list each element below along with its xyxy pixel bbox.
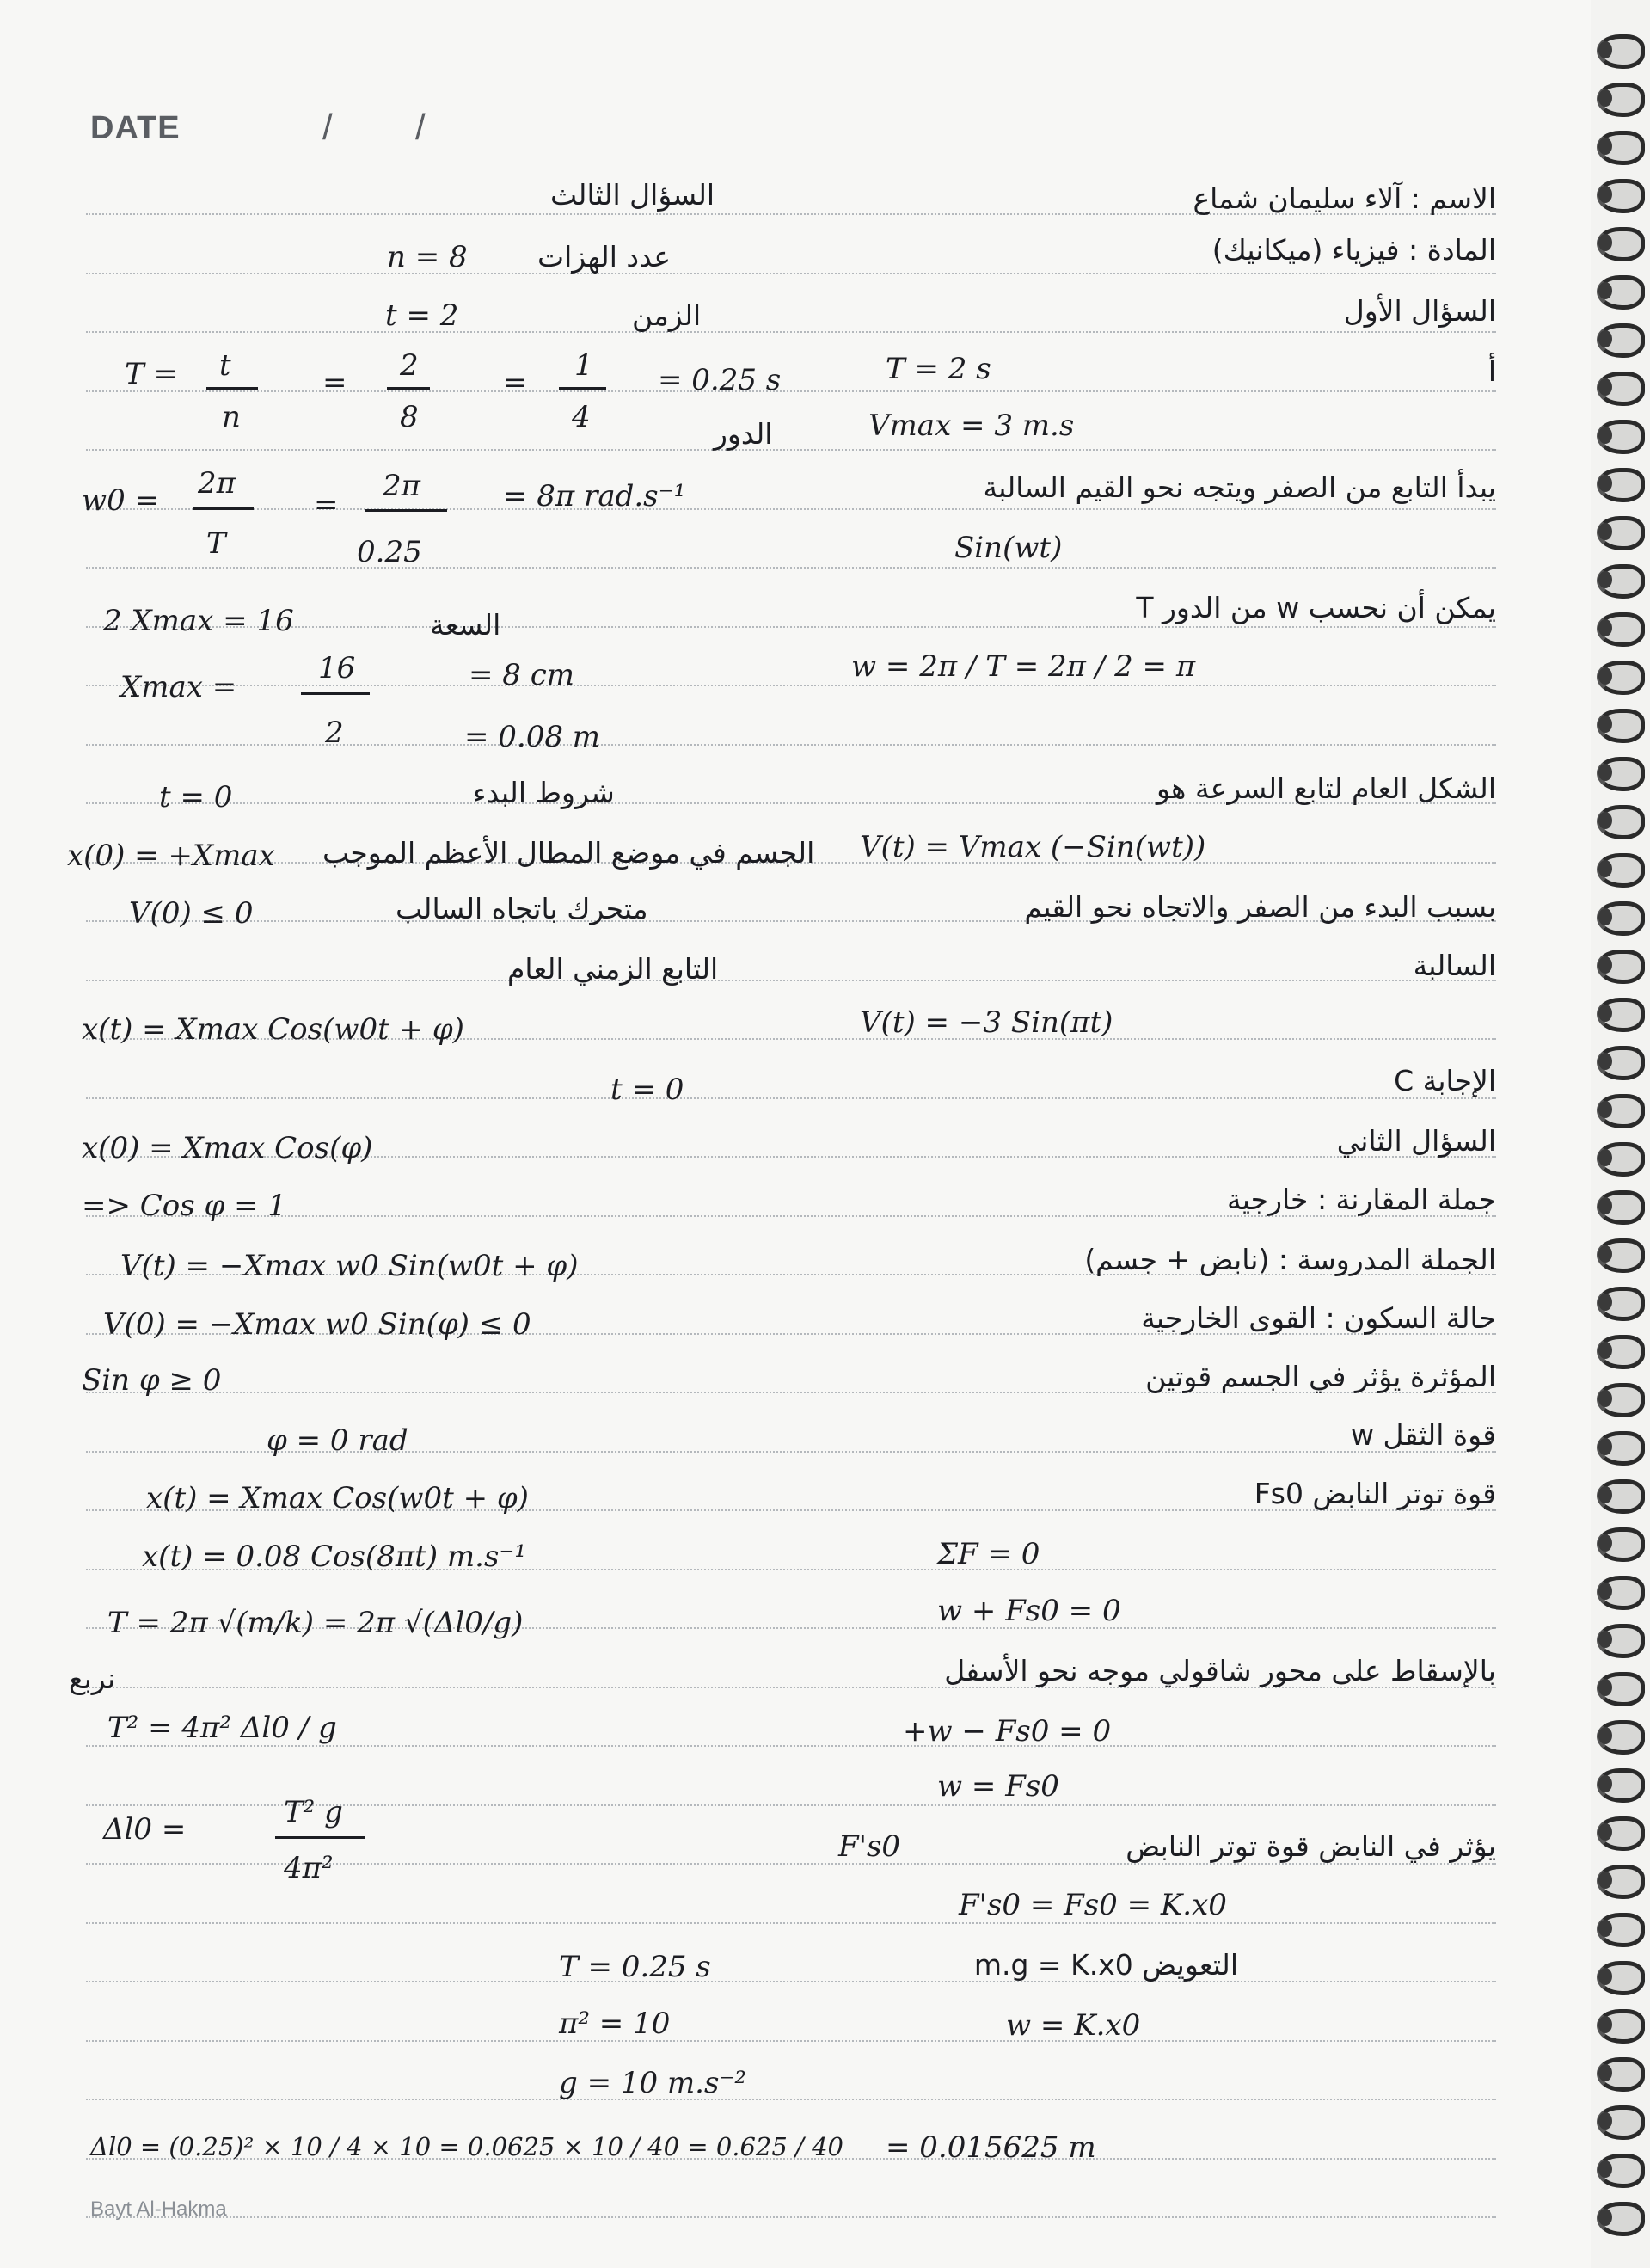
v0-condition: V(0) ≤ 0 (129, 896, 254, 931)
date-slash: / (322, 107, 333, 147)
binding-hole (1598, 619, 1612, 636)
binding-hole (1598, 1101, 1612, 1118)
part-a-label: أ (1487, 354, 1496, 388)
because-note: بسبب البدء من الصفر والاتجاه نحو القيم (1024, 890, 1496, 924)
binding-hole (1598, 41, 1612, 58)
binding-hole (1598, 1294, 1612, 1311)
reference-frame: جملة المقارنة : خارجية (1227, 1183, 1496, 1216)
fraction-bar (193, 507, 254, 510)
binding-hole (1598, 282, 1612, 299)
T-formula: T = 2π √(m/k) = 2π √(Δl0/g) (107, 1606, 524, 1640)
ruled-line (86, 685, 1496, 686)
binding-hole (1598, 956, 1612, 974)
binding-hole (1598, 234, 1612, 251)
binding-hole (1598, 1823, 1612, 1841)
t-value: t = 2 (385, 298, 459, 333)
watermark: Bayt Al-Hakma (90, 2197, 227, 2221)
velocity-general: V(t) = Vmax (−Sin(wt)) (860, 830, 1206, 864)
x-final: x(t) = 0.08 Cos(8πt) m.s⁻¹ (142, 1540, 526, 1574)
velocity-t: V(t) = −Xmax w0 Sin(w0t + φ) (120, 1249, 579, 1283)
xmax-numerator: 16 (318, 651, 356, 685)
binding-hole (1598, 1631, 1612, 1648)
fs-prime: F's0 (838, 1829, 901, 1864)
pi-squared: π² = 10 (559, 2007, 671, 2041)
w-kx-equation: w = K.x0 (1006, 2008, 1141, 2043)
omega0-denominator: T (206, 526, 226, 561)
two-xmax: 2 Xmax = 16 (103, 604, 294, 638)
notebook-page: DATE / / الاسم : آلاء سليمان شماع المادة : فيزياء (ميكانيك) السؤال الأول أ T = 2 s Vmax = 3 m.s يبدأ التابع من الصفر ويتجه نحو القيم السالبة Sin(wt) يمكن أن نحسب w من الدور T w = 2π / T = 2π / 2 = π الشكل العام لتابع السرعة هو V(t) = Vmax (−Sin(wt)) بسبب البدء من الصفر والاتجاه نحو القيم السالبة V(t) = −3 Sin(πt) الإجابة C السؤال الثاني جملة المقارنة : خارجية الجملة المدروسة : (نابض + جسم) حالة السكون : القوى الخارجية المؤثرة يؤثر في الجسم قوتين قوة الثقل w قوة توتر النابض Fs0 ΣF = 0 w + Fs0 = 0 بالإسقاط على محور شاقولي موجه نحو الأسفل +w − Fs0 = 0 w = Fs0 يؤثر في النابض قوة توتر النابض F's0 F's0 = Fs0 = K.x0 التعويض m.g = K.x0 w = K.x0 = 0.015625 m السؤال الثالث n = 8 عدد الهزات t = 2 الزمن T = t n = 2 8 = 1 4 = 0.25 s الدور w0 = 2π T = 2π 0.25 = 8π rad.s⁻¹ 2 Xmax = 16 السعة Xmax = 16 2 = 8 cm = 0.08 m t = 0 شروط البدء x(0) = +Xmax الجسم في موضع المطال الأعظم الموجب V(0) ≤ 0 متحرك باتجاه السالب التابع الزمني العام x(t) = Xmax Cos(w0t + φ) t = 0 x(0) = Xmax Cos(φ) => Cos φ = 1 V(t) = −Xmax w0 Sin(w0t + φ) V(0) = −Xmax w0 Sin(φ) ≤ 0 Sin φ ≥ 0 φ = 0 rad x(t) = Xmax Cos(w0t + φ) x(t) = 0.08 Cos(8πt) m.s⁻¹ T = 2π √(m/k) = 2π √(Δl0/g) نربع T² = 4π² Δl0 / g Δl0 = T² g 4π² T = 0.25 s π² = 10 g = 10 m.s⁻² Δl0 = (0.25)² × 10 / 4 × 10 = 0.0625 × 10 / 40 = 0.625 / 40 Bayt Al-Hakma (0, 0, 1591, 2268)
general-form-note: الشكل العام لتابع السرعة هو (1156, 771, 1496, 805)
delta-l0-label: Δl0 = (103, 1812, 187, 1847)
x-general: x(t) = Xmax Cos(w0t + φ) (82, 1012, 464, 1047)
square-label: نربع (69, 1662, 116, 1695)
vector-equation: w + Fs0 = 0 (937, 1594, 1121, 1628)
binding-hole (1598, 764, 1612, 781)
T-frac-4: 4 (572, 400, 591, 434)
fs-equation: F's0 = Fs0 = K.x0 (959, 1888, 1227, 1922)
period-value: T = 2 s (886, 352, 991, 386)
fraction-bar (559, 387, 606, 390)
ruled-line (86, 626, 1496, 628)
mg-equation: التعويض m.g = K.x0 (973, 1948, 1238, 1982)
fraction-bar (206, 387, 258, 390)
fraction-bar (387, 387, 430, 390)
binding-hole (1598, 716, 1612, 733)
binding-hole (1598, 571, 1612, 588)
period-label: الدور (714, 417, 773, 451)
body-position-note: الجسم في موضع المطال الأعظم الموجب (322, 836, 815, 870)
binding-hole (1598, 1679, 1612, 1696)
ruled-line (86, 744, 1496, 746)
ruled-line (86, 2216, 1496, 2218)
binding-hole (1598, 812, 1612, 829)
binding-hole (1598, 1486, 1612, 1503)
binding-hole (1598, 1727, 1612, 1744)
x0-equation: x(0) = +Xmax (67, 839, 275, 873)
binding-hole (1598, 1197, 1612, 1214)
binding-hole (1598, 1872, 1612, 1889)
general-function-label: التابع الزمني العام (507, 952, 719, 986)
n-value: n = 8 (387, 240, 468, 274)
ruled-line (86, 449, 1496, 451)
omega0-denominator-2: 0.25 (357, 535, 422, 569)
date-label: DATE (90, 110, 181, 146)
binding-hole (1598, 378, 1612, 396)
T-value-2: T = 0.25 s (559, 1950, 711, 1984)
ruled-line (86, 331, 1496, 333)
ruled-line (86, 390, 1496, 392)
ruled-line (86, 2040, 1496, 2042)
x-t: x(t) = Xmax Cos(w0t + φ) (146, 1481, 529, 1515)
velocity-final: V(t) = −3 Sin(πt) (860, 1005, 1113, 1040)
t-zero: t = 0 (159, 780, 233, 814)
x0-cos: x(0) = Xmax Cos(φ) (82, 1131, 373, 1165)
binding-hole (1598, 1245, 1612, 1263)
ruled-line (86, 508, 1496, 510)
question-2-heading: السؤال الثاني (1336, 1124, 1496, 1158)
spring-acts-note: يؤثر في النابض قوة توتر النابض (1126, 1829, 1496, 1863)
initial-conditions: شروط البدء (473, 776, 615, 809)
xmax-label: Xmax = (120, 670, 237, 704)
binding-hole (1598, 860, 1612, 877)
velocity-0: V(0) = −Xmax w0 Sin(φ) ≤ 0 (103, 1307, 531, 1342)
omega0-numerator-2: 2π (383, 469, 420, 503)
binding-hole (1598, 1149, 1612, 1166)
system-studied: الجملة المدروسة : (نابض + جسم) (1084, 1243, 1496, 1276)
subject-line: المادة : فيزياء (ميكانيك) (1211, 233, 1496, 267)
T-frac-8: 8 (400, 400, 419, 434)
final-result: = 0.015625 m (886, 2130, 1096, 2165)
weight-equals-spring: w = Fs0 (937, 1769, 1059, 1804)
note-can: يمكن أن نحسب w من الدور T (1136, 591, 1496, 624)
t-zero-b: t = 0 (610, 1073, 684, 1107)
omega-equation: w = 2π / T = 2π / 2 = π (851, 649, 1196, 684)
ruled-line (86, 1981, 1496, 1982)
rest-state: حالة السكون : القوى الخارجية (1141, 1301, 1496, 1335)
binding-hole (1598, 1775, 1612, 1792)
T-value: = 0.25 s (658, 363, 782, 397)
binding-hole (1598, 2064, 1612, 2081)
sin-phi: Sin φ ≥ 0 (82, 1363, 222, 1398)
binding-hole (1598, 2016, 1612, 2033)
binding-hole (1598, 1920, 1612, 1937)
sin-term: Sin(wt) (954, 531, 1063, 565)
xmax-m: = 0.08 m (464, 720, 601, 754)
answer-label: الإجابة C (1394, 1064, 1496, 1097)
forces-note: المؤثرة يؤثر في الجسم قوتين (1145, 1360, 1496, 1393)
T-frac-1: 1 (574, 348, 593, 383)
T-equation: T = (125, 357, 178, 391)
fraction-bar (365, 509, 447, 512)
spring-force: قوة توتر النابض Fs0 (1254, 1477, 1496, 1510)
binding-hole (1598, 1005, 1612, 1022)
ruled-line (86, 2099, 1496, 2100)
fraction-bar (275, 1836, 365, 1839)
binding-hole (1598, 1053, 1612, 1070)
note-start: يبدأ التابع من الصفر ويتجه نحو القيم السالبة (983, 470, 1496, 504)
time-label: الزمن (632, 298, 702, 332)
T-denominator: n (222, 400, 241, 434)
binding-hole (1598, 1342, 1612, 1359)
projection-equation: +w − Fs0 = 0 (903, 1714, 1112, 1749)
amplitude-label: السعة (430, 608, 501, 642)
binding-hole (1598, 2209, 1612, 2226)
xmax-denominator: 2 (325, 716, 344, 750)
T-numerator: t (219, 348, 231, 383)
binding-hole (1598, 1390, 1612, 1407)
weight-force: قوة الثقل w (1351, 1418, 1496, 1452)
ruled-line (86, 567, 1496, 569)
sum-forces: ΣF = 0 (937, 1537, 1040, 1571)
delta-l0-numerator: T² g (284, 1795, 343, 1829)
binding-hole (1598, 667, 1612, 685)
negative-note: السالبة (1413, 949, 1496, 982)
T-frac-2: 2 (400, 348, 419, 383)
cos-phi: => Cos φ = 1 (82, 1189, 287, 1223)
binding-hole (1598, 1438, 1612, 1455)
binding-hole (1598, 330, 1612, 347)
binding-hole (1598, 1583, 1612, 1600)
ruled-line (86, 1922, 1496, 1924)
fraction-bar (301, 692, 370, 695)
delta-l0-denominator: 4π² (284, 1851, 334, 1885)
date-slash: / (415, 107, 426, 147)
binding-hole (1598, 138, 1612, 155)
question-1-heading: السؤال الأول (1343, 294, 1496, 328)
spiral-binding (1586, 0, 1650, 2268)
binding-hole (1598, 1968, 1612, 1985)
ruled-line (86, 980, 1496, 981)
binding-hole (1598, 2112, 1612, 2130)
binding-hole (1598, 186, 1612, 203)
ruled-line (86, 1097, 1496, 1099)
omega0-label: w0 = (82, 483, 160, 518)
xmax-cm: = 8 cm (469, 658, 575, 692)
question-3-heading: السؤال الثالث (550, 178, 715, 212)
vmax-value: Vmax = 3 m.s (868, 409, 1075, 443)
omega0-numerator: 2π (198, 466, 236, 501)
delta-l0-calculation: Δl0 = (0.25)² × 10 / 4 × 10 = 0.0625 × 10 / 40 = 0.625 / 40 (90, 2132, 843, 2161)
phi-value: φ = 0 rad (267, 1423, 408, 1458)
student-name: الاسم : آلاء سليمان شماع (1193, 181, 1496, 215)
binding-hole (1598, 523, 1612, 540)
binding-hole (1598, 908, 1612, 925)
n-label: عدد الهزات (537, 240, 672, 274)
binding-hole (1598, 1534, 1612, 1552)
g-value: g = 10 m.s⁻² (559, 2066, 747, 2100)
binding-hole (1598, 2160, 1612, 2178)
ruled-line (86, 273, 1496, 274)
projection-note: بالإسقاط على محور شاقولي موجه نحو الأسفل (944, 1654, 1496, 1687)
omega0-value: = 8π rad.s⁻¹ (503, 479, 686, 513)
binding-hole (1598, 475, 1612, 492)
binding-hole (1598, 427, 1612, 444)
moving-note: متحرك باتجاه السالب (396, 892, 648, 925)
T-squared: T² = 4π² Δl0 / g (107, 1711, 337, 1745)
ruled-line (86, 1745, 1496, 1747)
binding-hole (1598, 89, 1612, 107)
